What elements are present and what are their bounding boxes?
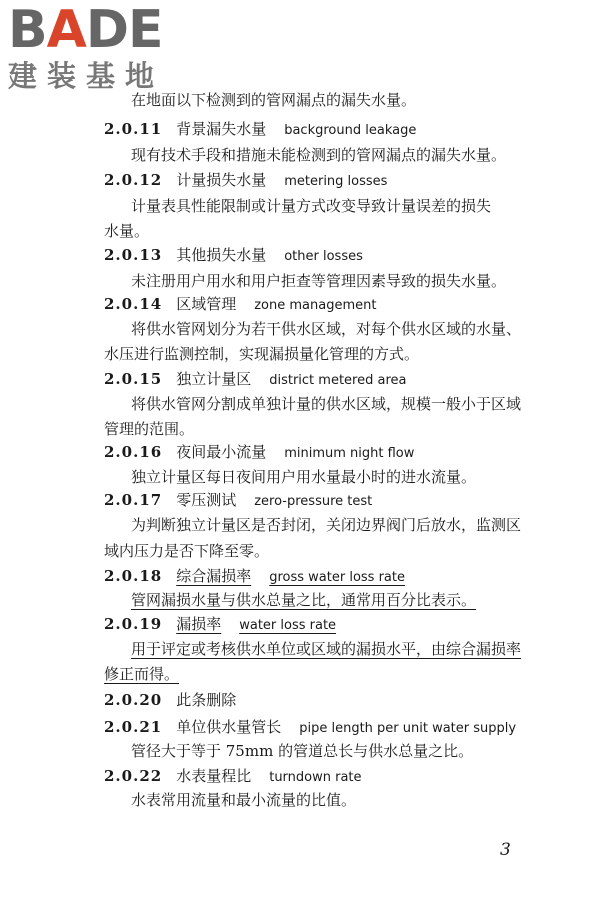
term-english: other losses bbox=[284, 249, 363, 264]
term-chinese: 漏损率 bbox=[176, 615, 222, 633]
term-chinese: 夜间最小流量 bbox=[176, 443, 267, 461]
definition-line: 在地面以下检测到的管网漏点的漏失水量。 bbox=[131, 91, 417, 109]
definition-text bbox=[131, 394, 521, 414]
definition-text bbox=[131, 467, 476, 487]
clause-number: 2.0.11 bbox=[104, 120, 163, 138]
term-heading bbox=[104, 294, 376, 314]
term-chinese: 零压测试 bbox=[176, 491, 237, 509]
term-heading bbox=[104, 245, 363, 265]
definition-line: 域内压力是否下降至零。 bbox=[104, 542, 270, 560]
definition-line: 管理的范围。 bbox=[104, 420, 195, 438]
term-chinese: 区域管理 bbox=[176, 295, 237, 313]
definition-line: 水压进行监测控制，实现漏损量化管理的方式。 bbox=[104, 345, 420, 363]
definition-line: 为判断独立计量区是否封闭，关闭边界阀门后放水，监测区 bbox=[131, 516, 522, 534]
definition-text bbox=[131, 196, 491, 216]
term-chinese: 水表量程比 bbox=[176, 767, 252, 785]
definition-continuation bbox=[104, 221, 149, 241]
term-english: metering losses bbox=[284, 174, 388, 189]
definition-line: 未注册用户用水和用户拒查等管理因素导致的损失水量。 bbox=[131, 272, 507, 290]
term-heading bbox=[104, 566, 405, 586]
term-heading bbox=[104, 119, 416, 139]
definition-continuation bbox=[104, 419, 194, 439]
definition-line: 水表常用流量和最小流量的比值。 bbox=[131, 791, 357, 809]
clause-number: 2.0.13 bbox=[104, 246, 163, 264]
term-english: water loss rate bbox=[239, 618, 337, 633]
term-english: zone management bbox=[254, 298, 377, 313]
definition-text bbox=[131, 90, 416, 110]
logo-wordmark: BADE bbox=[8, 0, 163, 60]
definition-line: 修正而得。 bbox=[104, 665, 180, 683]
definition-text bbox=[131, 639, 521, 659]
definition-text bbox=[131, 741, 473, 761]
term-english: gross water loss rate bbox=[269, 570, 405, 585]
term-chinese: 综合漏损率 bbox=[176, 567, 252, 585]
term-chinese: 计量损失水量 bbox=[176, 171, 267, 189]
logo-chinese-name: 建装基地 bbox=[8, 59, 165, 93]
definition-line: 现有技术手段和措施未能检测到的管网漏点的漏失水量。 bbox=[131, 146, 507, 164]
term-chinese: 单位供水量管长 bbox=[176, 718, 282, 736]
term-english: zero-pressure test bbox=[254, 494, 373, 509]
term-chinese: 此条删除 bbox=[176, 691, 237, 709]
clause-number: 2.0.15 bbox=[104, 370, 163, 388]
definition-text bbox=[131, 790, 356, 810]
definition-text bbox=[131, 515, 521, 535]
term-english: district metered area bbox=[269, 373, 407, 388]
term-chinese: 其他损失水量 bbox=[176, 246, 267, 264]
definition-text bbox=[131, 590, 476, 610]
definition-continuation bbox=[104, 664, 179, 684]
definition-line: 管径大于等于 75mm 的管道总长与供水总量之比。 bbox=[131, 742, 474, 760]
definition-text bbox=[131, 145, 506, 165]
definition-line: 将供水管网分割成单独计量的供水区域，规模一般小于区域 bbox=[131, 395, 522, 413]
clause-number: 2.0.17 bbox=[104, 491, 163, 509]
definition-line: 水量。 bbox=[104, 222, 150, 240]
definition-line: 计量表具性能限制或计量方式改变导致计量误差的损失 bbox=[131, 197, 492, 215]
term-english: background leakage bbox=[284, 123, 417, 138]
clause-number: 2.0.21 bbox=[104, 718, 163, 736]
term-english: minimum night flow bbox=[284, 446, 415, 461]
page-number: 3 bbox=[500, 840, 511, 860]
term-heading bbox=[104, 170, 387, 190]
clause-number: 2.0.18 bbox=[104, 567, 163, 585]
definition-line: 管网漏损水量与供水总量之比，通常用百分比表示。 bbox=[131, 591, 477, 609]
clause-number: 2.0.14 bbox=[104, 295, 163, 313]
term-heading bbox=[104, 614, 336, 634]
clause-number: 2.0.20 bbox=[104, 691, 163, 709]
clause-number: 2.0.16 bbox=[104, 443, 163, 461]
term-heading bbox=[104, 766, 362, 786]
clause-number: 2.0.19 bbox=[104, 615, 163, 633]
clause-number: 2.0.22 bbox=[104, 767, 163, 785]
definition-line: 用于评定或考核供水单位或区域的漏损水平，由综合漏损率 bbox=[131, 640, 522, 658]
definition-continuation bbox=[104, 344, 419, 364]
term-heading bbox=[104, 442, 414, 462]
term-chinese: 独立计量区 bbox=[176, 370, 252, 388]
bade-logo bbox=[8, 2, 183, 97]
clause-number: 2.0.12 bbox=[104, 171, 163, 189]
term-chinese: 背景漏失水量 bbox=[176, 120, 267, 138]
term-heading bbox=[104, 717, 516, 737]
definition-line: 将供水管网划分为若干供水区域，对每个供水区域的水量、 bbox=[131, 320, 522, 338]
term-english: turndown rate bbox=[269, 770, 362, 785]
definition-text bbox=[131, 271, 506, 291]
term-heading bbox=[104, 690, 236, 710]
term-heading bbox=[104, 490, 372, 510]
term-heading bbox=[104, 369, 406, 389]
definition-text bbox=[131, 319, 521, 339]
definition-line: 独立计量区每日夜间用户用水量最小时的进水流量。 bbox=[131, 468, 477, 486]
term-english: pipe length per unit water supply bbox=[299, 721, 517, 736]
definition-continuation bbox=[104, 541, 269, 561]
